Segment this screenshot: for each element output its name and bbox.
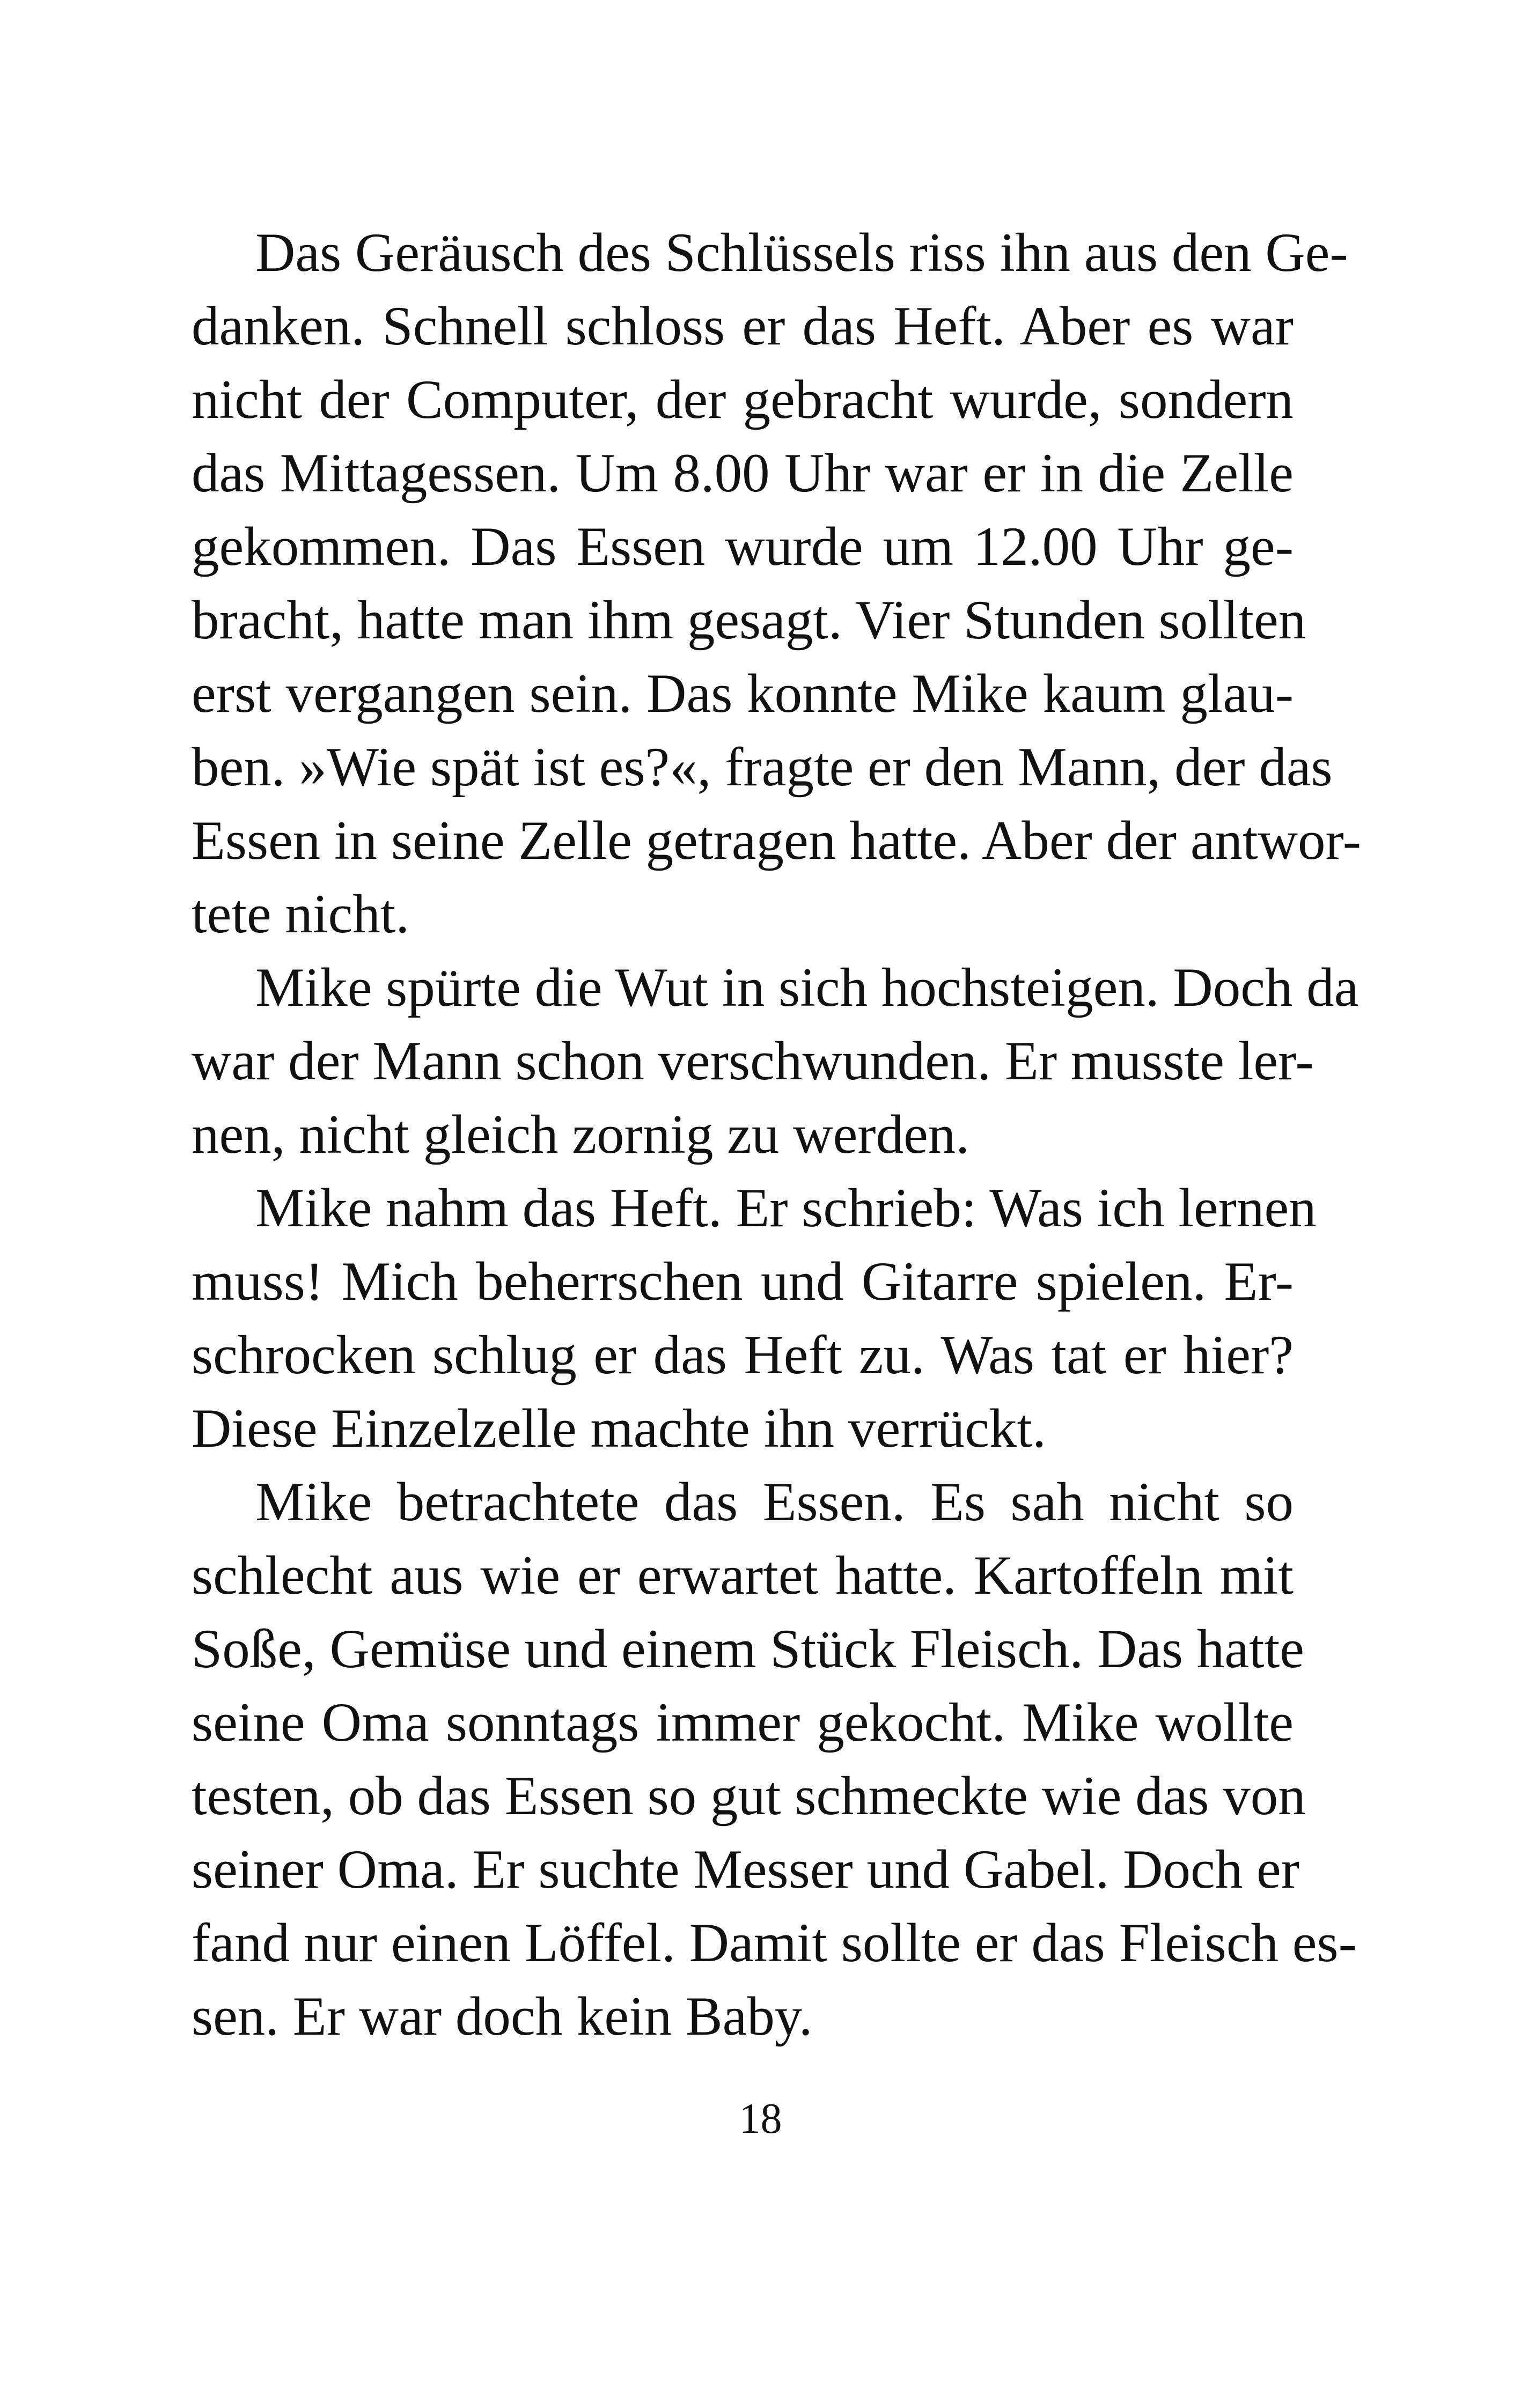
text-line: nen, nicht gleich zornig zu werden. bbox=[192, 1104, 970, 1165]
text-line: gekommen. Das Essen wurde um 12.00 Uhr ge- bbox=[192, 516, 1294, 577]
text-line: bracht, hatte man ihm gesagt. Vier Stunden sollten bbox=[192, 590, 1306, 651]
text-line: war der Mann schon verschwunden. Er musste ler- bbox=[192, 1030, 1314, 1092]
text-line: ben. »Wie spät ist es?«, fragte er den Mann, der das bbox=[192, 737, 1333, 798]
text-line: sen. Er war doch kein Baby. bbox=[192, 1986, 813, 2047]
text-line: testen, ob das Essen so gut schmeckte wie das von bbox=[192, 1765, 1306, 1827]
text-line: schrocken schlug er das Heft zu. Was tat er hier? bbox=[192, 1324, 1294, 1386]
text-line: nicht der Computer, der gebracht wurde, sondern bbox=[192, 369, 1294, 430]
text-line: Essen in seine Zelle getragen hatte. Aber der antwor- bbox=[192, 810, 1362, 871]
text-line: Das Geräusch des Schlüssels riss ihn aus den Ge- bbox=[255, 222, 1348, 283]
text-line: Soße, Gemüse und einem Stück Fleisch. Das hatte bbox=[192, 1618, 1304, 1680]
text-line: seiner Oma. Er suchte Messer und Gabel. Doch er bbox=[192, 1839, 1300, 1900]
text-line: Mike betrachtete das Essen. Es sah nicht so bbox=[255, 1471, 1294, 1533]
text-line: Mike nahm das Heft. Er schrieb: Was ich lernen bbox=[255, 1177, 1317, 1239]
text-line: das Mittagessen. Um 8.00 Uhr war er in die Zelle bbox=[192, 443, 1294, 504]
text-line: danken. Schnell schloss er das Heft. Aber es war bbox=[192, 296, 1294, 357]
text-line: erst vergangen sein. Das konnte Mike kaum glau- bbox=[192, 663, 1294, 724]
page-number: 18 bbox=[739, 2095, 782, 2142]
text-line: Diese Einzelzelle machte ihn verrückt. bbox=[192, 1398, 1046, 1459]
text-line: muss! Mich beherrschen und Gitarre spielen. Er- bbox=[192, 1251, 1294, 1312]
text-line: schlecht aus wie er erwartet hatte. Kartoffeln mit bbox=[192, 1545, 1294, 1606]
text-line: tete nicht. bbox=[192, 883, 410, 945]
text-line: Mike spürte die Wut in sich hochsteigen. Doch da bbox=[255, 957, 1359, 1018]
text-line: seine Oma sonntags immer gekocht. Mike wollte bbox=[192, 1692, 1294, 1753]
text-line: fand nur einen Löffel. Damit sollte er das Fleisch es- bbox=[192, 1912, 1357, 1973]
